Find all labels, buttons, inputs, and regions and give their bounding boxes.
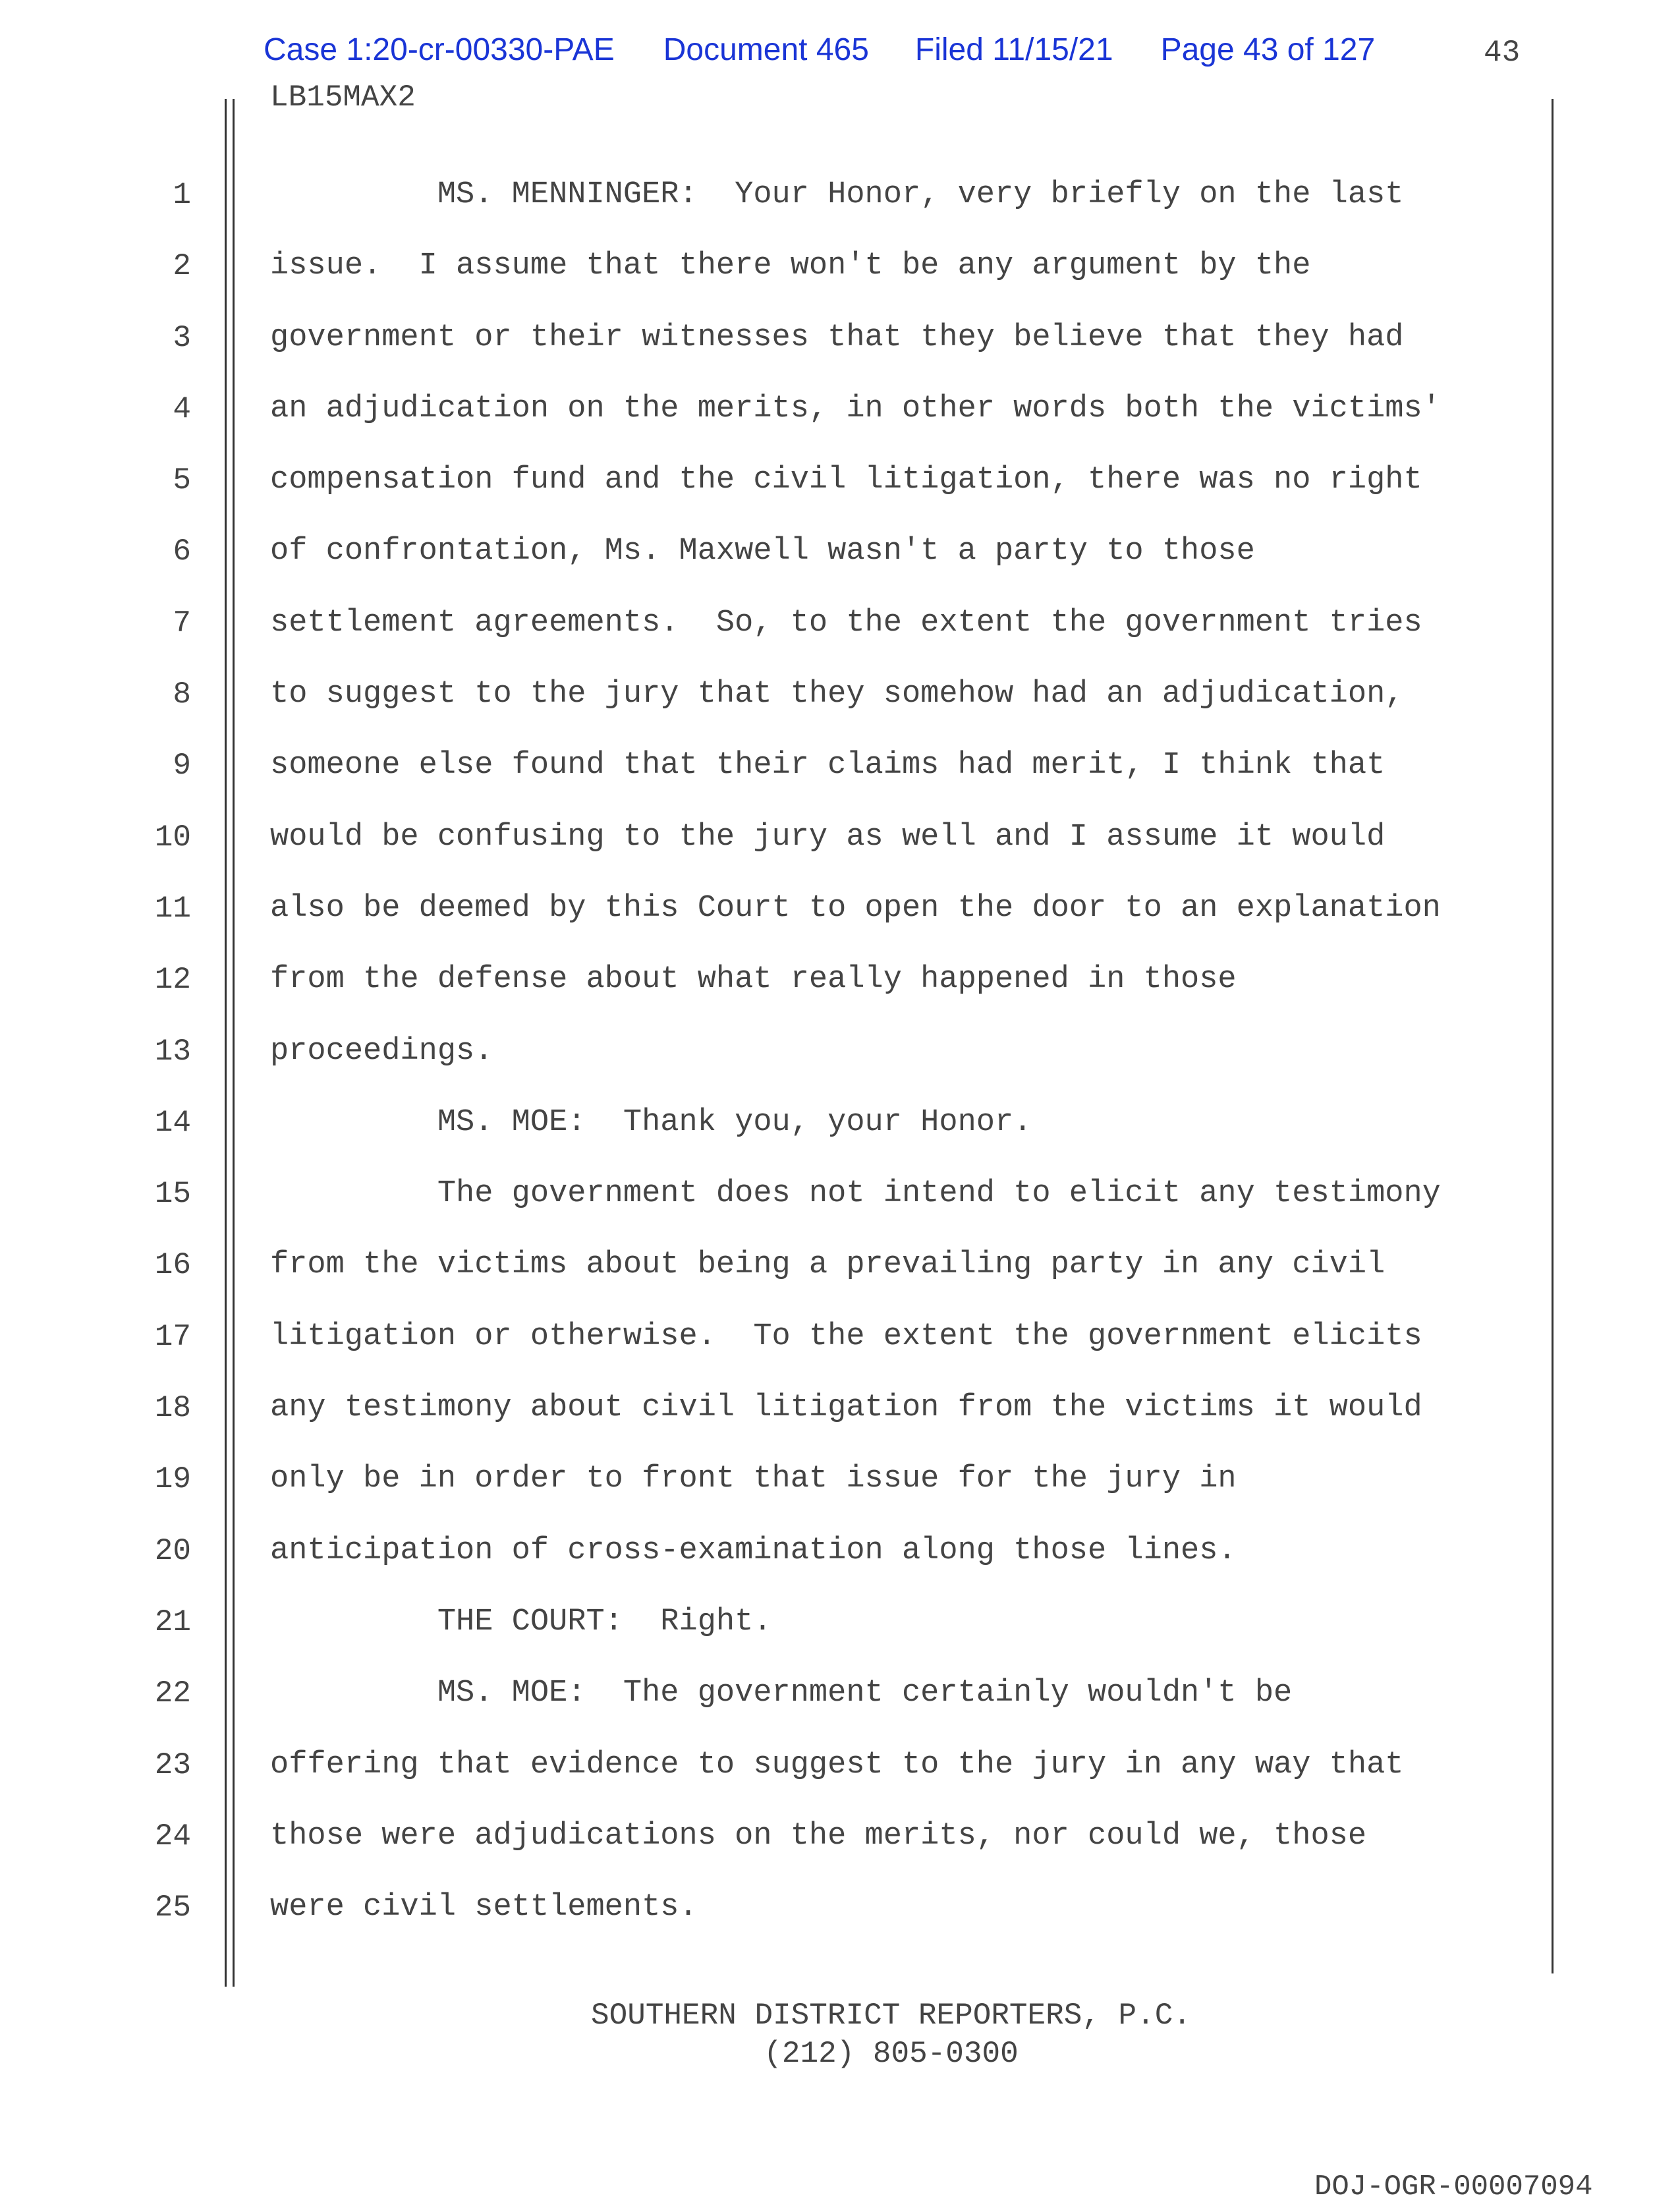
line-number: 8 bbox=[173, 677, 191, 712]
transcript-line: to suggest to the jury that they somehow had an adjudication, bbox=[270, 677, 1404, 712]
line-number: 18 bbox=[154, 1391, 191, 1426]
transcript-line: The government does not intend to elicit any testimony bbox=[270, 1176, 1441, 1212]
line-number: 22 bbox=[154, 1676, 191, 1711]
line-number: 19 bbox=[154, 1462, 191, 1497]
file-code: LB15MAX2 bbox=[270, 80, 416, 115]
line-number: 16 bbox=[154, 1248, 191, 1283]
line-number: 14 bbox=[154, 1105, 191, 1140]
line-number: 24 bbox=[154, 1819, 191, 1854]
transcript-line: THE COURT: Right. bbox=[270, 1604, 772, 1639]
line-number: 20 bbox=[154, 1533, 191, 1568]
right-margin-rule bbox=[1552, 99, 1554, 1973]
page-of-total: Page 43 of 127 bbox=[1160, 32, 1376, 67]
line-number: 15 bbox=[154, 1177, 191, 1212]
transcript-line: only be in order to front that issue for the jury in bbox=[270, 1461, 1237, 1497]
line-number: 6 bbox=[173, 534, 191, 569]
line-number: 12 bbox=[154, 963, 191, 998]
line-number: 11 bbox=[154, 891, 191, 926]
transcript-line: were civil settlements. bbox=[270, 1890, 698, 1925]
line-number: 17 bbox=[154, 1319, 191, 1354]
transcript-line: any testimony about civil litigation from the victims it would bbox=[270, 1390, 1422, 1426]
line-number: 13 bbox=[154, 1034, 191, 1069]
transcript-line: of confrontation, Ms. Maxwell wasn't a party to those bbox=[270, 534, 1255, 569]
reporter-name: SOUTHERN DISTRICT REPORTERS, P.C. bbox=[591, 1999, 1191, 2033]
transcript-line: offering that evidence to suggest to the jury in any way that bbox=[270, 1747, 1404, 1782]
transcript-line: settlement agreements. So, to the extent the government tries bbox=[270, 605, 1422, 640]
transcript-line: those were adjudications on the merits, nor could we, those bbox=[270, 1818, 1367, 1854]
ecf-header bbox=[264, 32, 1375, 68]
case-number: Case 1:20-cr-00330-PAE bbox=[264, 32, 615, 67]
transcript-body bbox=[270, 175, 1542, 1959]
reporter-phone: (212) 805-0300 bbox=[764, 2037, 1019, 2071]
line-number: 10 bbox=[154, 820, 191, 855]
line-number: 3 bbox=[173, 320, 191, 355]
document-number: Document 465 bbox=[663, 32, 869, 67]
line-number: 2 bbox=[173, 249, 191, 284]
transcript-line: MS. MOE: The government certainly wouldn't be bbox=[270, 1676, 1293, 1711]
line-number: 25 bbox=[154, 1890, 191, 1925]
transcript-line: anticipation of cross-examination along those lines. bbox=[270, 1533, 1237, 1568]
transcript-line: litigation or otherwise. To the extent the government elicits bbox=[270, 1319, 1422, 1354]
line-number: 23 bbox=[154, 1747, 191, 1782]
reporter-footer bbox=[0, 1997, 1680, 2073]
transcript-line: an adjudication on the merits, in other words both the victims' bbox=[270, 391, 1441, 426]
transcript-line: from the victims about being a prevailing party in any civil bbox=[270, 1247, 1386, 1283]
transcript-line: proceedings. bbox=[270, 1033, 493, 1069]
left-margin-rule bbox=[225, 99, 227, 1987]
transcript-line: MS. MOE: Thank you, your Honor. bbox=[270, 1104, 1032, 1140]
line-number: 5 bbox=[173, 463, 191, 498]
line-number: 21 bbox=[154, 1604, 191, 1639]
transcript-line: someone else found that their claims had merit, I think that bbox=[270, 748, 1386, 783]
line-number: 1 bbox=[173, 178, 191, 212]
bates-number: DOJ-OGR-00007094 bbox=[1314, 2170, 1593, 2203]
transcript-line: from the defense about what really happened in those bbox=[270, 962, 1237, 998]
line-numbers bbox=[132, 175, 191, 1959]
page-number: 43 bbox=[1484, 36, 1521, 70]
left-margin-rule-inner bbox=[233, 99, 235, 1987]
transcript-line: issue. I assume that there won't be any argument by the bbox=[270, 248, 1311, 284]
line-number: 9 bbox=[173, 749, 191, 783]
transcript-line: would be confusing to the jury as well and I assume it would bbox=[270, 819, 1386, 855]
transcript-line: also be deemed by this Court to open the door to an explanation bbox=[270, 890, 1441, 926]
line-number: 4 bbox=[173, 391, 191, 426]
line-number: 7 bbox=[173, 606, 191, 640]
filed-date: Filed 11/15/21 bbox=[914, 32, 1113, 67]
transcript-line: government or their witnesses that they believe that they had bbox=[270, 320, 1404, 355]
transcript-line: MS. MENNINGER: Your Honor, very briefly on the last bbox=[270, 177, 1404, 212]
transcript-line: compensation fund and the civil litigation, there was no right bbox=[270, 463, 1422, 498]
